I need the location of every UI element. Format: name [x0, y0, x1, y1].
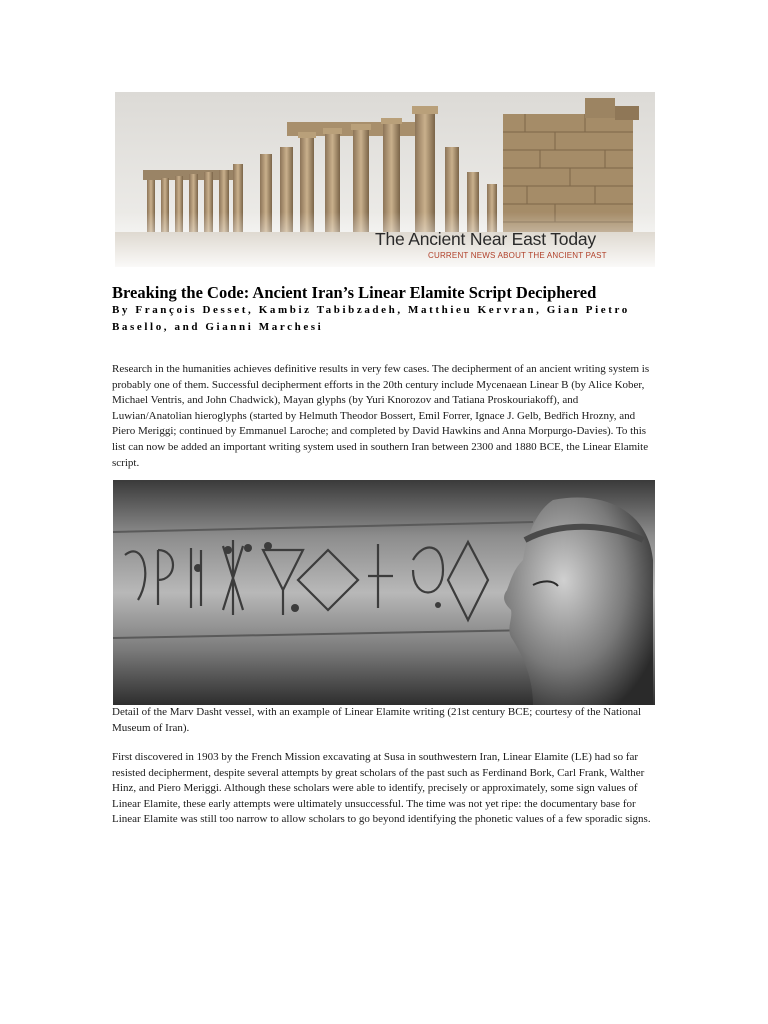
article-paragraph-1: Research in the humanities achieves definitive results in very few cases. The decipherment of an ancient writing system is probably one of them. Successful decipherment efforts in the 20th century include Mycenaean Linear B (by Alice Kober, Michael Ventris, and John Chadwick), Mayan glyphs (by Yuri Knorozov and Tatiana Proskouriakoff), and Luwian/Anatolian hieroglyphs (started by Helmuth Theodor Bossert, Emil Forrer, Ignace J. Gelb, Bedřich Hrozny, and Piero Meriggi; continued by Emmanuel Laroche; and completed by David Hawkins and Anna Morpurgo-Davies). To this list can now be added an important writing system used in southern Iran between 2300 and 1880 BCE, the Linear Elamite script.: [112, 363, 650, 469]
marv-dasht-vessel-photo: [113, 480, 655, 705]
banner-title: The Ancient Near East Today: [375, 229, 596, 249]
photo-caption: Detail of the Marv Dasht vessel, with an example of Linear Elamite writing (21st century BCE; courtesy of the National Museum of Iran).: [112, 706, 642, 734]
article-title: Breaking the Code: Ancient Iran’s Linear Elamite Script Deciphered: [112, 283, 597, 302]
vessel-illustration: [113, 480, 655, 705]
article-byline: By François Desset, Kambiz Tabibzadeh, Matthieu Kervran, Gian Pietro Basello, and Gianni Marchesi: [112, 304, 630, 333]
banner-tagline: CURRENT NEWS ABOUT THE ANCIENT PAST: [428, 251, 607, 260]
article-paragraph-2: First discovered in 1903 by the French Mission excavating at Susa in southwestern Iran, Linear Elamite (LE) had so far resisted decipherment, despite several attempts by great scholars of the past such as Ferdinand Bork, Carl Frank, Walther Hinz, and Piero Meriggi. Although these scholars were able to identify, precisely or approximately, some sign values of Linear Elamite, these early attempts were ultimately unsuccessful. The time was not yet ripe: the documentary base for Linear Elamite was still too narrow to allow scholars to go beyond identifying the phonetic values of a few sporadic signs.: [112, 751, 651, 826]
header-banner: [115, 92, 655, 267]
